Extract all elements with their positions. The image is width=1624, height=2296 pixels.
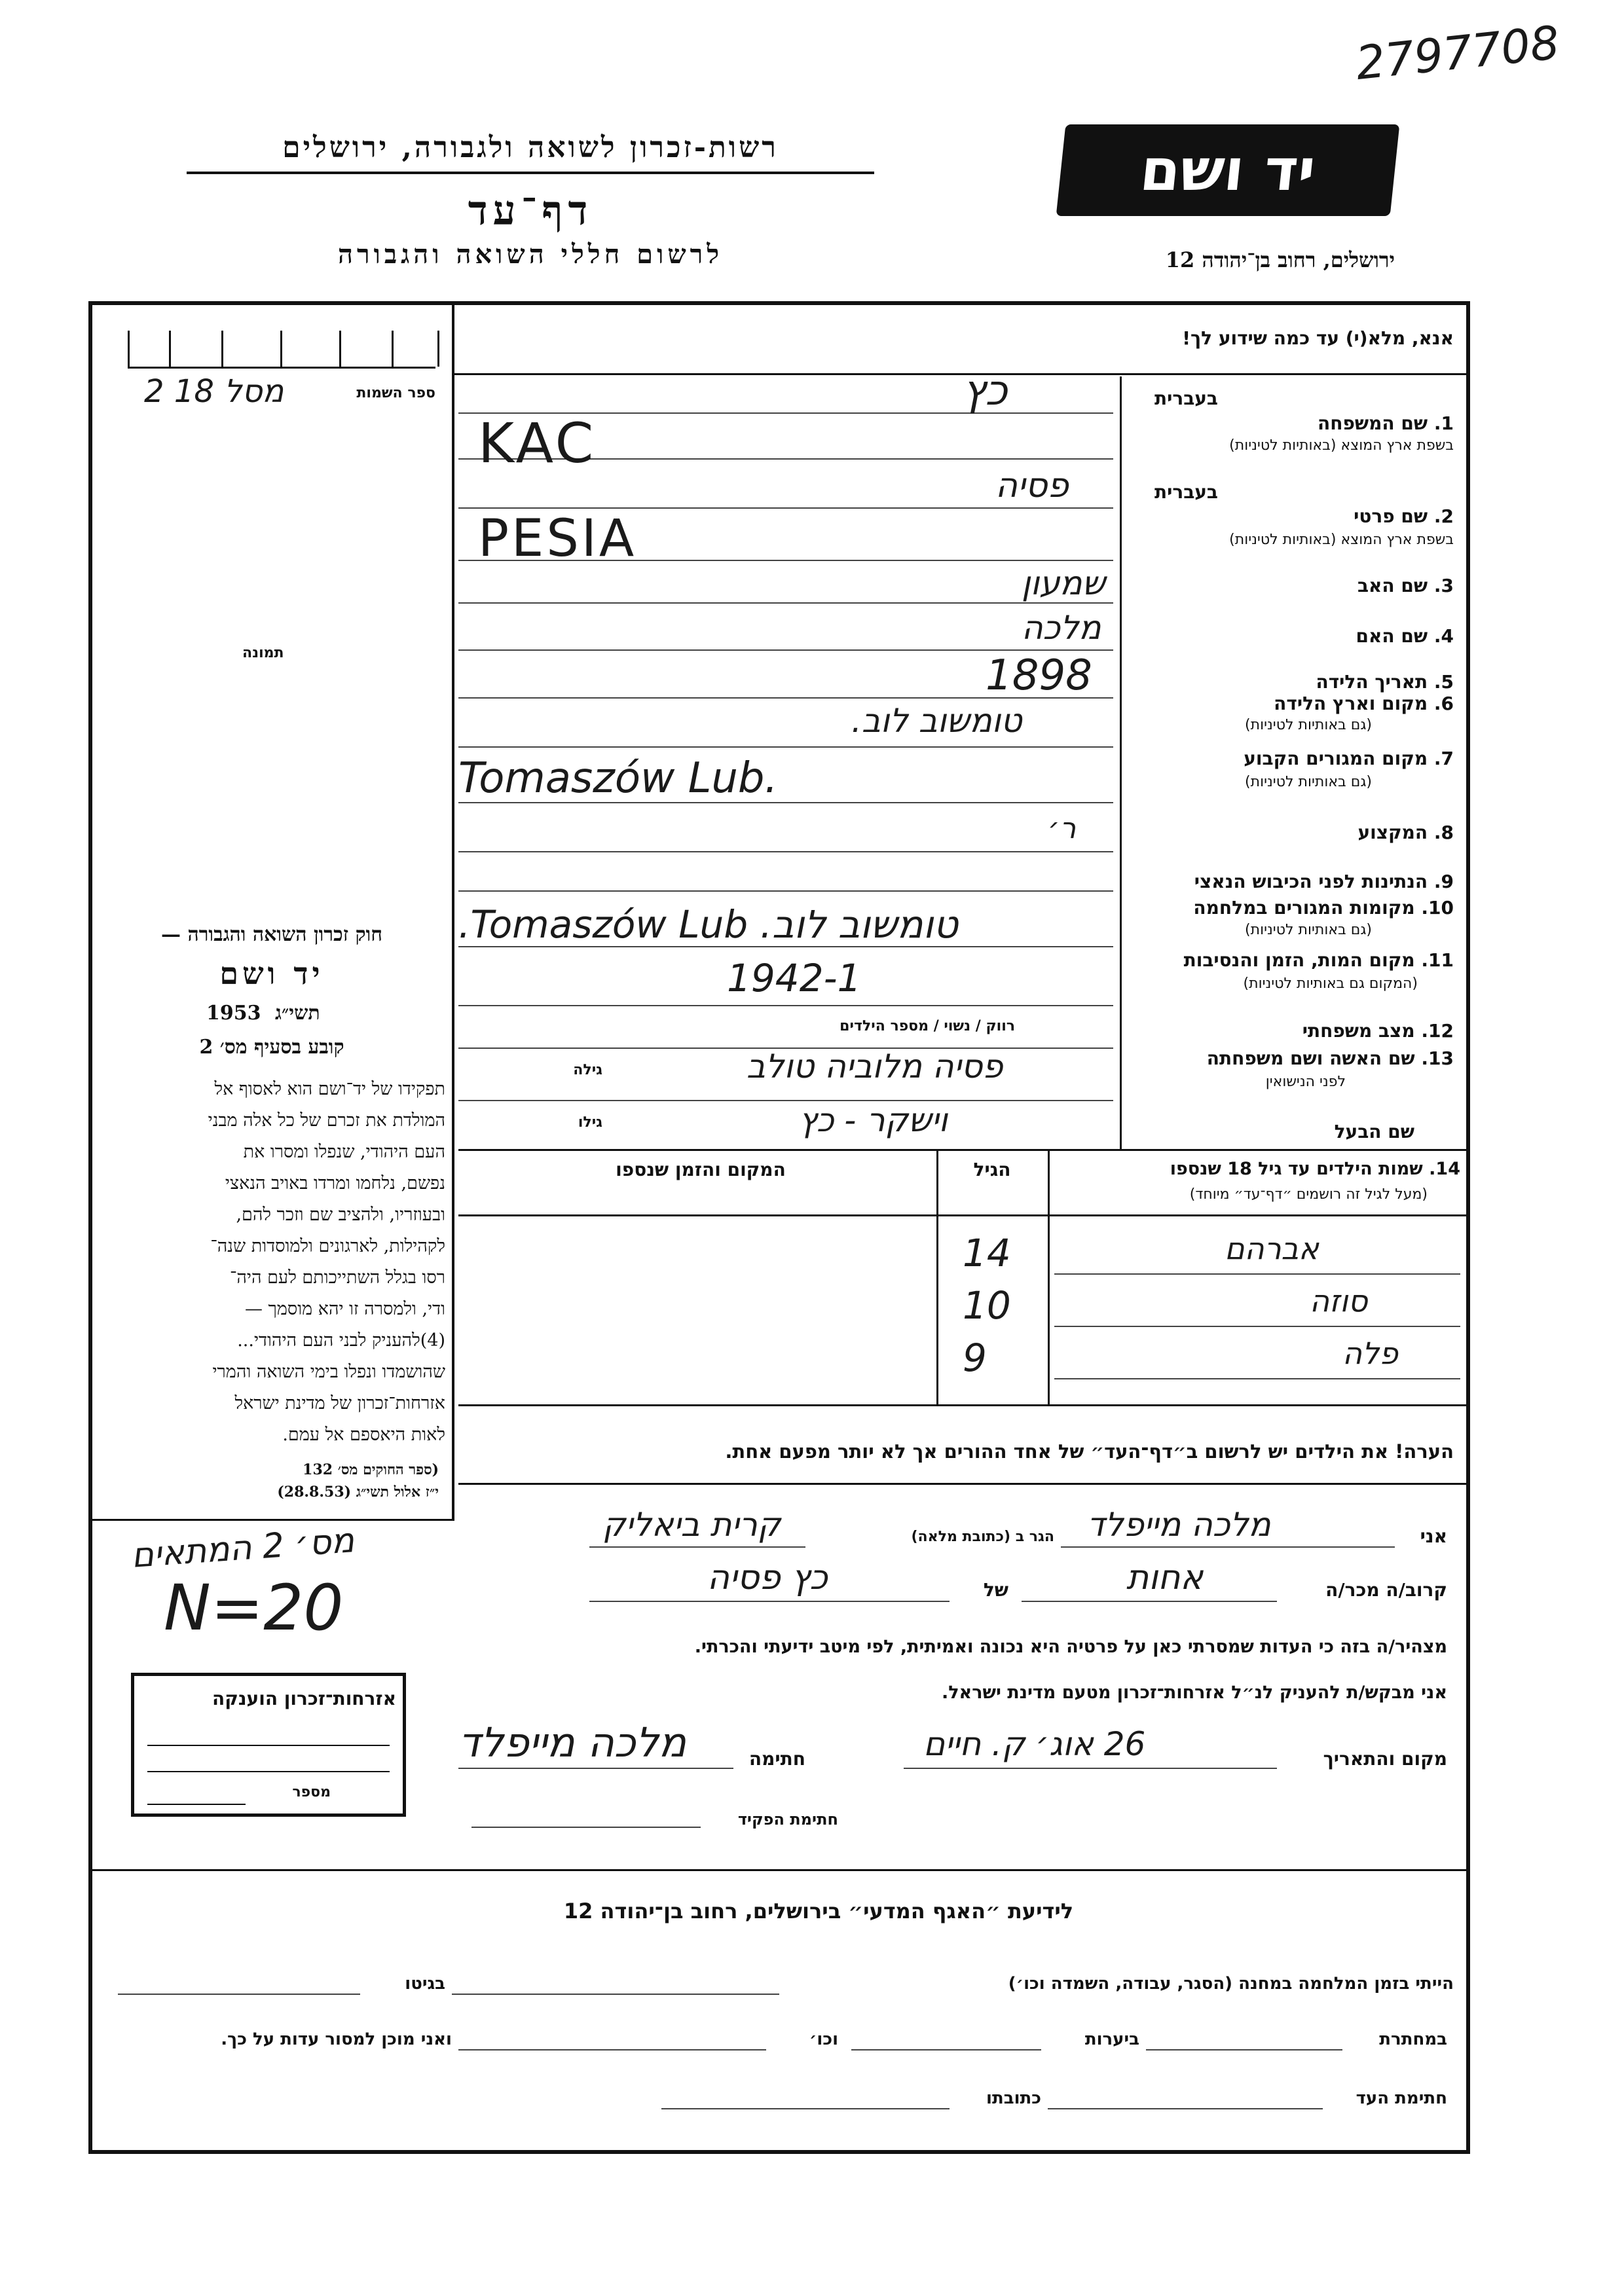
law-line: לאות היאספם אל עמם. (282, 1425, 445, 1445)
file-label: ספר השמות (356, 385, 435, 401)
barcode-baseline (128, 367, 435, 369)
field-2-lang: בעברית (1154, 481, 1218, 503)
relation-label: קרוב/ה מכר/ה (1325, 1579, 1447, 1601)
children-age-header: הגיל (973, 1159, 1011, 1180)
law-line: נפשם, נלחמו ומרדו באויב הנאצי (225, 1173, 445, 1194)
law-line: תפקידו של יד־ושם הוא לאסוף אל (214, 1079, 445, 1099)
authority-name: רשות-זכרון לשואה ולגבורה, ירושלים (282, 131, 779, 164)
of-value: כץ פסיה (707, 1558, 828, 1597)
law-line: לקהילות, לארגונים ולמוסדות שנה־ (210, 1236, 445, 1256)
field-1-lang: בעברית (1154, 388, 1218, 409)
footer-line1: הייתי בזמן המלחמה במחנה (הסגר, עבודה, השמדה וכו׳) (1008, 1974, 1454, 1994)
law-year-hebrew: תשי״ג (275, 1002, 320, 1025)
field-3-value: שמעון (1022, 564, 1105, 602)
children-place-header: המקום והזמן שנספו (616, 1159, 786, 1180)
field-2-value-latin: PESIA (478, 509, 637, 568)
field-11-hint: (המקום גם באותיות לטיניות) (1243, 975, 1418, 992)
field-8-value: ר׳ (1048, 812, 1077, 845)
signature-label: חתימה (748, 1748, 805, 1770)
header-address: ירושלים, רחוב בן־יהודה 12 (1165, 247, 1395, 272)
archive-number: 2797708 (1353, 15, 1562, 91)
relation-value: אחות (1126, 1558, 1204, 1597)
field-2-label: 2. שם פרטי (1354, 505, 1454, 527)
barcode-box (128, 331, 439, 367)
husband-value: וישקר - כץ (799, 1101, 948, 1139)
field-5-value: 1898 (986, 651, 1092, 700)
footer-forests: ביערות (1084, 2030, 1139, 2049)
law-year: 1953 (206, 1002, 261, 1025)
yad-vashem-logo (1056, 124, 1400, 216)
left-panel-bottom (88, 1519, 454, 1521)
footer-address: כתובתו (986, 2088, 1041, 2108)
intro-underline (452, 373, 1470, 375)
field-7-value: Tomaszów Lub. (458, 754, 778, 803)
request-text: אני מבקש/ת להעניק לנ״ל אזרחות־זכרון מטעם מדינת ישראל. (941, 1683, 1447, 1703)
field-2-hint: בשפת ארץ המוצא (באותיות לטיניות) (1229, 532, 1454, 548)
child-age: 14 (963, 1231, 1011, 1275)
law-clause: קובע בסעיף מס׳ 2 (199, 1036, 344, 1059)
child-age: 9 (963, 1336, 987, 1380)
clerk-signature-label: חתימת הפקיד (737, 1810, 838, 1829)
footer-title: לידיעת ״האגף המדעי״ בירושלים, רחוב בן־יהודה 12 (563, 1899, 1074, 1923)
law-line: ובעוזריו, ולהציב שם וזכר להם, (236, 1205, 445, 1225)
field-11-value: 1942-1 (727, 956, 862, 1000)
field-9-label: 9. הנתינות לפני הכיבוש הנאצי (1194, 871, 1454, 892)
citizenship-stamp-box (131, 1673, 406, 1817)
intro-text: אנא, מלא(י) עד כמה שידוע לך! (1182, 327, 1454, 349)
field-13-value: פסיה מלוביה טולב (747, 1048, 1003, 1085)
field-13-extra: גילה (573, 1062, 602, 1078)
declarant-ani-label: אני (1420, 1525, 1447, 1547)
place-date-value: 26 אוג׳ ק. חיים (923, 1725, 1146, 1763)
declarant-name: מלכה מייפלד (1087, 1506, 1271, 1544)
children-hint: (מעל לגיל זה רושמים ״דף־עד״ מיוחד) (1189, 1186, 1428, 1203)
field-13-hint: לפני הנישואין (1265, 1074, 1346, 1090)
authority-underline (187, 172, 874, 174)
signature: מלכה מייפלד (458, 1719, 686, 1766)
declaration-text: מצהיר/ה בזה כי העדות שמסרתי כאן על פרטיה היא נכונה ואמיתית, לפי מיטב ידיעתי והכרתי. (694, 1637, 1447, 1657)
footer-line1-end: בגיטו (405, 1974, 445, 1994)
law-line: שהושמדו ונפלו בימי השואה והמרי (212, 1362, 445, 1382)
field-10-hint: (גם באותיות לטיניות) (1245, 922, 1372, 938)
gazette-date: י״ז אלול תשי״ג (28.8.53) (277, 1484, 439, 1501)
law-line: (4)להעניק לבני העם היהודי... (237, 1330, 445, 1351)
of-label: של (983, 1579, 1008, 1601)
field-7-label: 7. מקום המגורים הקבוע (1244, 748, 1454, 769)
footer-divider (88, 1869, 1470, 1871)
field-7-hint: (גם באותיות לטיניות) (1245, 774, 1372, 790)
child-age: 10 (963, 1283, 1011, 1328)
child-name: אברהם (1225, 1231, 1319, 1266)
law-title: חוק זכרון השואה והגבורה — (161, 923, 382, 946)
place-date-label: מקום והתאריך (1323, 1748, 1447, 1770)
footer-witness-signature: חתימת העד (1356, 2088, 1447, 2108)
field-label-divider (1120, 376, 1122, 1149)
field-3-label: 3. שם האב (1357, 575, 1454, 596)
children-title: 14. שמות הילדים עד גיל 18 שנספו (1170, 1159, 1460, 1179)
field-11-label: 11. מקום המות, הזמן והנסיבות (1183, 949, 1454, 971)
document-subtitle: לרשום חללי השואה והגבורה (337, 239, 724, 270)
field-4-value: מלכה (1022, 609, 1101, 647)
law-name: יד ושם (219, 956, 324, 991)
law-text (98, 1074, 445, 1451)
footer-etc: וכו׳ (809, 2030, 838, 2049)
field-6-label: 6. מקום וארץ הלידה (1274, 693, 1454, 714)
law-line: אזרחות־זכרון של מדינת ישראל (234, 1393, 445, 1413)
margin-note: מס׳ 2 המתאים (130, 1521, 356, 1576)
footer-underground: במחתרת (1379, 2030, 1447, 2049)
field-13-label: 13. שם האשה ושם משפחתה (1206, 1048, 1454, 1069)
field-5-label: 5. תאריך הלידה (1316, 671, 1454, 693)
stamp-title: אזרחות־זכרון הוענקה (212, 1688, 396, 1709)
children-note: הערה! את הילדים יש לרשום ב״דף־העד״ של אחד ההורים אך לא יותר מפעם אחת. (725, 1440, 1454, 1463)
field-4-label: 4. שם האם (1356, 625, 1454, 647)
field-12-label: 12. מצב משפחתי (1302, 1020, 1454, 1042)
margin-number: N=20 (164, 1571, 344, 1645)
husband-label: שם הבעל (1334, 1121, 1414, 1142)
child-name: סוזה (1310, 1283, 1368, 1319)
husband-extra: גילו (578, 1114, 602, 1131)
law-line: העם היהודי, שנפלו ומסרו את (243, 1142, 445, 1162)
law-line: המולדת את זכרם של כל אלה מבני (208, 1110, 445, 1131)
footer-willing: ואני מוכן למסור עדות על כך. (221, 2030, 452, 2049)
stamp-number-label: מספר (292, 1784, 331, 1800)
field-6-hint: (גם באותיות לטיניות) (1245, 717, 1372, 733)
field-1-label: 1. שם המשפחה (1318, 412, 1454, 434)
logo-text: יד ושם (1137, 136, 1319, 204)
left-panel-divider (452, 301, 454, 1519)
declarant-address: קרית ביאליק (602, 1506, 781, 1544)
field-12-extra: רווק / נשוי / מספר הילדים (840, 1018, 1015, 1034)
law-line: רסו בגלל השתייכותם לעם היה־ (230, 1267, 445, 1288)
field-1-value-latin: KAC (478, 411, 597, 475)
field-8-label: 8. המקצוע (1357, 822, 1454, 843)
child-name: פלה (1342, 1336, 1398, 1371)
file-value: 2 מסל 18 (144, 373, 284, 410)
field-1-hint: בשפת ארץ המוצא (באותיות לטיניות) (1229, 437, 1454, 454)
gazette-ref: (ספר החוקים מס׳ 132 (303, 1461, 439, 1478)
document-title: דף־עד (468, 187, 593, 234)
photo-label: תמונה (242, 645, 284, 661)
field-6-value: טומשוב לוב. (851, 702, 1022, 740)
resident-label: הגר ב (כתובת מלאה) (911, 1529, 1054, 1545)
law-line: ודי, ולמסרה זו יהא מוסמך — (245, 1299, 445, 1319)
field-10-value: טומשוב לוב. Tomaszów Lub. (458, 902, 958, 947)
field-2-value-hebrew: פסיה (995, 466, 1069, 505)
field-1-value-hebrew: כץ (963, 367, 1008, 415)
field-10-label: 10. מקומות המגורים במלחמה (1193, 897, 1454, 919)
